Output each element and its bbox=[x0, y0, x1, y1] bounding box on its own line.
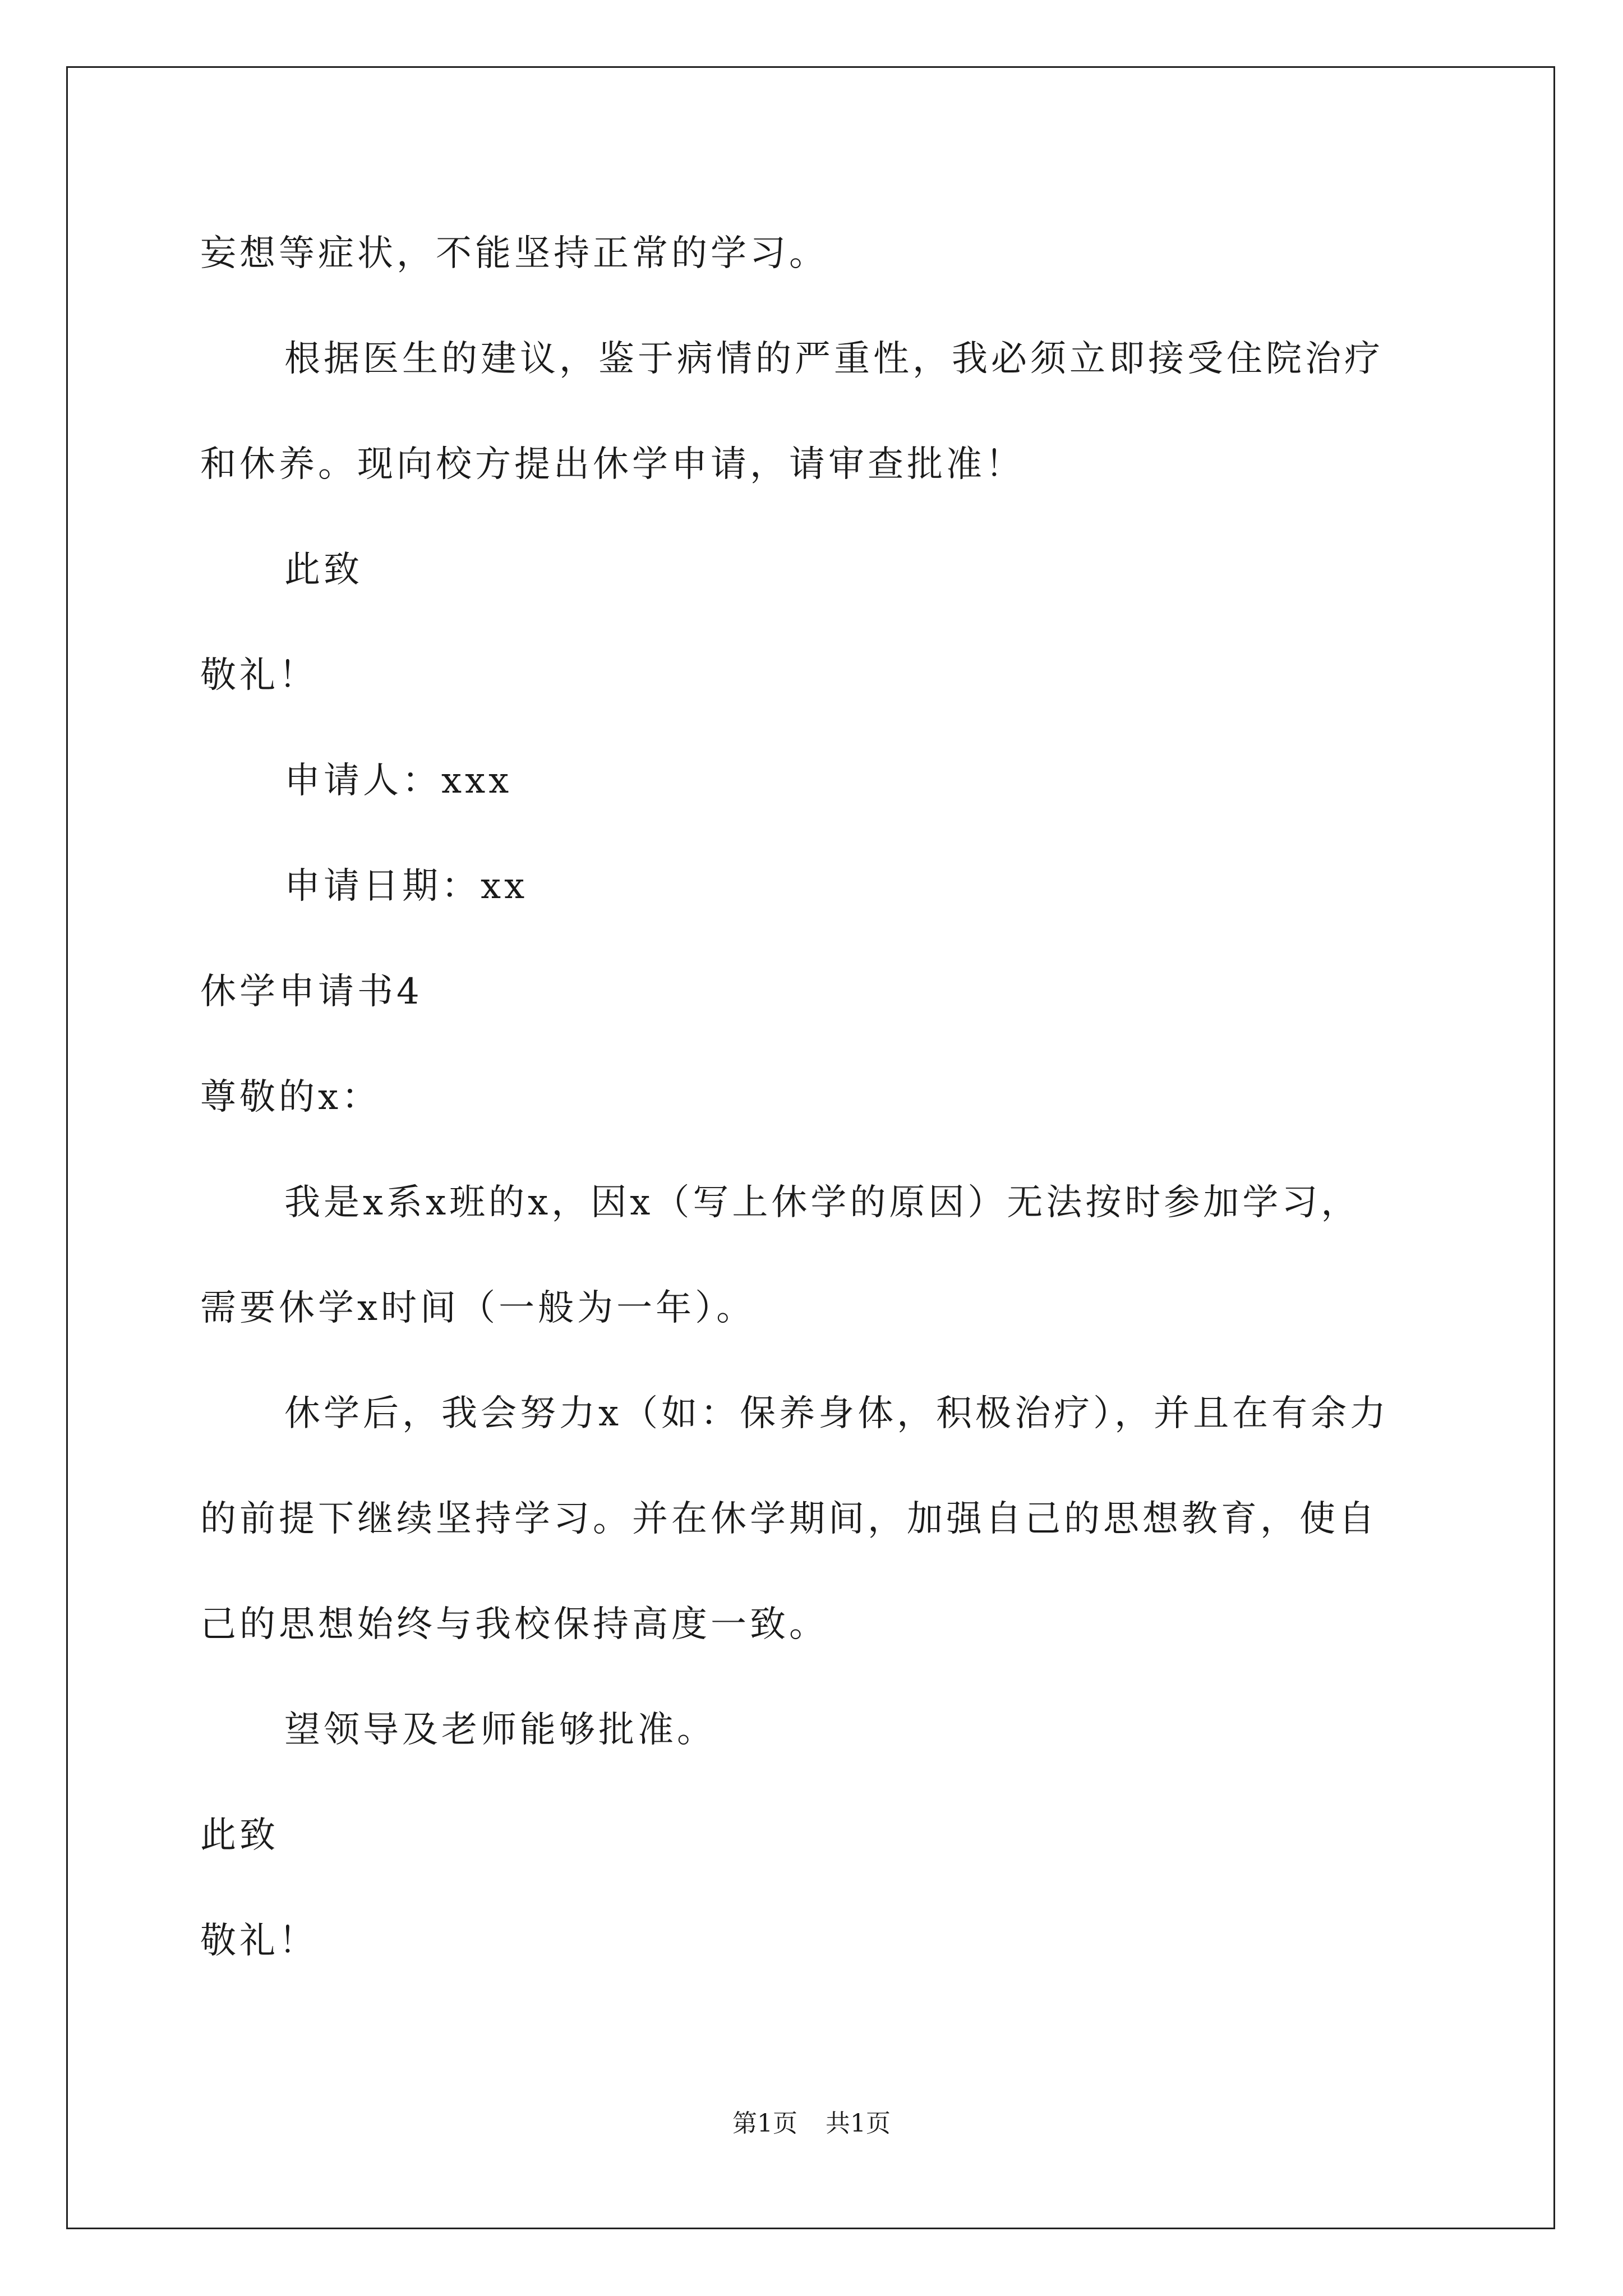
closing-jingli-1: 敬礼！ bbox=[200, 655, 318, 696]
applicant-name: 申请人：xxx bbox=[284, 760, 513, 802]
closing-jingli-2: 敬礼！ bbox=[200, 1920, 318, 1962]
body-line-4: 我是x系x班的x，因x（写上休学的原因）无法按时参加学习， bbox=[284, 1182, 1361, 1223]
salutation: 尊敬的x： bbox=[200, 1076, 381, 1118]
application-date: 申请日期：xx bbox=[284, 866, 528, 907]
body-line-6: 休学后，我会努力x（如：保养身体，积极治疗），并且在有余力 bbox=[284, 1393, 1390, 1434]
body-line-8: 己的思想始终与我校保持高度一致。 bbox=[200, 1604, 828, 1645]
page-footer bbox=[0, 2108, 1623, 2139]
page-border bbox=[66, 66, 1555, 2229]
closing-cizhi-1: 此致 bbox=[284, 549, 363, 591]
body-line-3: 和休养。现向校方提出休学申请，请审查批准！ bbox=[200, 444, 1025, 485]
body-line-2: 根据医生的建议，鉴于病情的严重性，我必须立即接受住院治疗 bbox=[284, 338, 1384, 380]
closing-cizhi-2: 此致 bbox=[200, 1815, 279, 1856]
total-pages: 共1页 bbox=[826, 2109, 891, 2138]
body-line-5: 需要休学x时间（一般为一年）。 bbox=[200, 1287, 756, 1329]
section-title: 休学申请书4 bbox=[200, 971, 423, 1013]
current-page: 第1页 bbox=[732, 2109, 797, 2138]
body-line-9: 望领导及老师能够批准。 bbox=[284, 1709, 716, 1751]
body-line-7: 的前提下继续坚持学习。并在休学期间，加强自己的思想教育，使自 bbox=[200, 1498, 1378, 1540]
body-line-1: 妄想等症状，不能坚持正常的学习。 bbox=[200, 233, 828, 274]
